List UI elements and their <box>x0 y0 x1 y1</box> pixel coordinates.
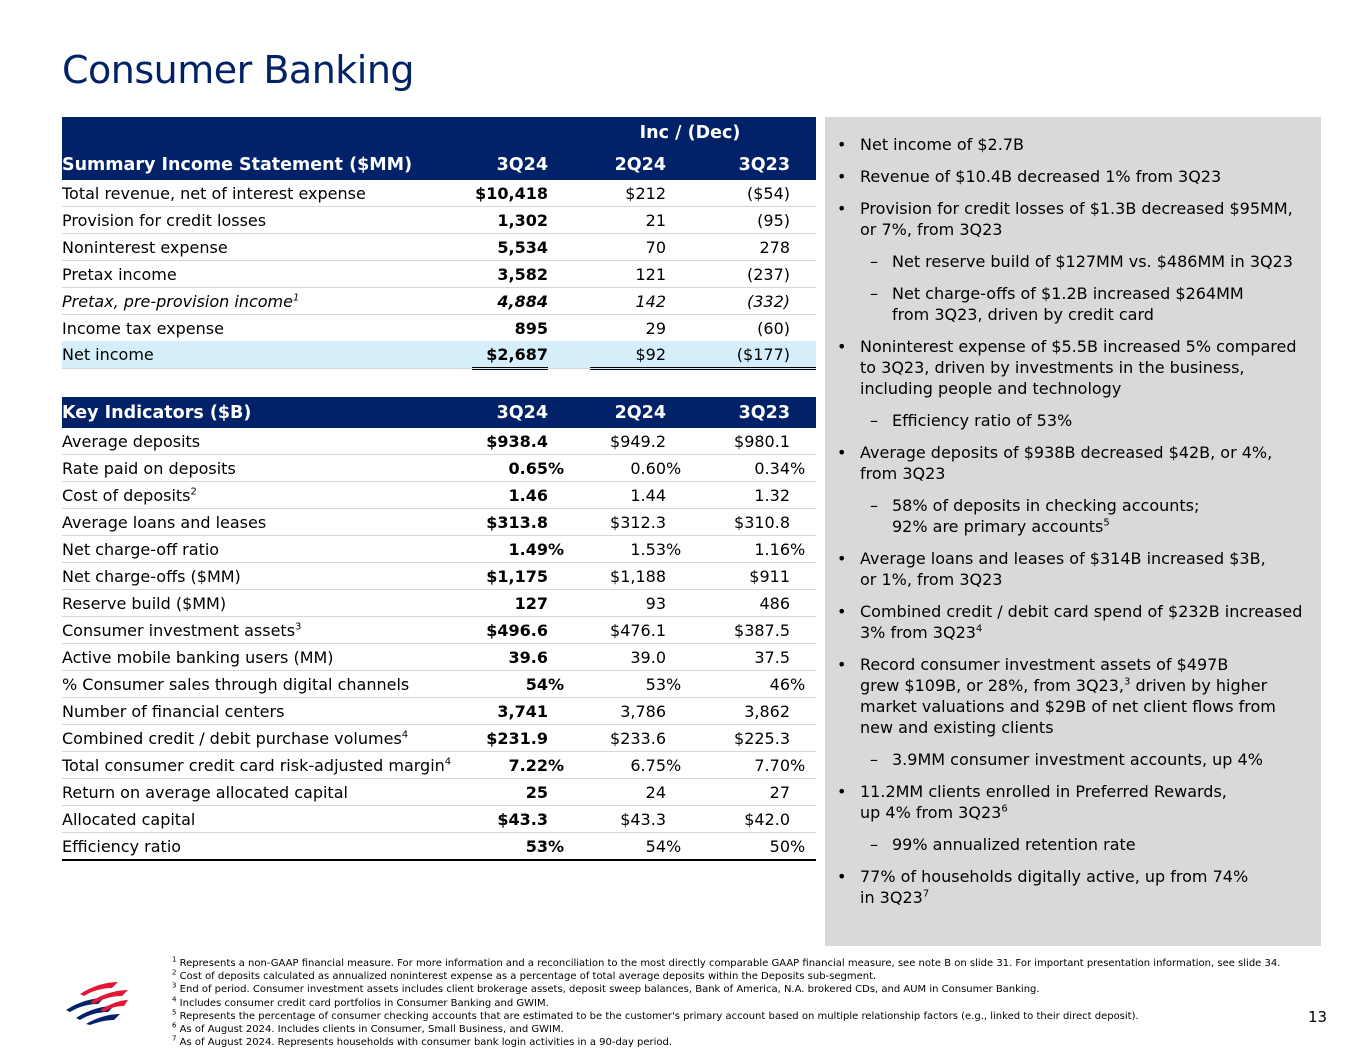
footnote-number: 5 <box>172 1008 177 1017</box>
value-3q24: 1,302 <box>472 207 548 234</box>
value-2q24: 24 <box>590 779 666 806</box>
bullet-marker: • <box>837 135 847 154</box>
percent-sign-3q24 <box>548 779 590 806</box>
percent-sign-2q24 <box>666 590 708 617</box>
row-label-text: Net income <box>62 345 154 364</box>
value-3q23: 50 <box>708 833 790 861</box>
footnote-text: Represents a non-GAAP financial measure. For more information and a reconciliation to the most directly comparable GAAP financial measure, see note B on slide 31. For important presentation information, see slide 34. <box>179 958 1281 969</box>
footnotes <box>172 957 1280 1049</box>
footnote-text: Represents the percentage of consumer checking accounts that are estimated to be the customer's primary account based on multiple relationship factors (e.g., linked to their direct deposit). <box>179 1010 1139 1022</box>
percent-sign-3q23 <box>790 482 816 509</box>
row-label <box>62 261 472 288</box>
row-label-text: Noninterest expense <box>62 237 228 257</box>
value-2q24: 3,786 <box>590 698 666 725</box>
percent-sign-2q24: % <box>666 833 708 861</box>
bullet-line: Efficiency ratio of 53% <box>892 411 1073 430</box>
value-2q24: 21 <box>590 207 666 234</box>
bullet-line: in 3Q23 <box>860 888 923 907</box>
row-label <box>62 806 472 833</box>
value-3q24: 4,884 <box>472 288 548 315</box>
bullet-line: Revenue of $10.4B decreased 1% from 3Q23 <box>860 167 1222 186</box>
bullet-line: 58% of deposits in checking accounts; <box>892 496 1200 515</box>
percent-sign-3q24: % <box>548 671 590 698</box>
percent-sign-2q24 <box>666 428 708 455</box>
value-3q24: 895 <box>514 318 548 338</box>
percent-sign-3q24 <box>548 806 590 833</box>
row-label-text: Pretax income <box>62 264 177 284</box>
value-3q24: 1.46 <box>472 482 548 509</box>
footnote-text: End of period. Consumer investment assets includes client brokerage assets, deposit sweep balances, Bank of America, N.A. brokered CDs, and AUM in Consumer Banking. <box>179 984 1040 996</box>
table-row <box>62 288 816 315</box>
value-2q24: $233.6 <box>590 725 666 752</box>
percent-sign-3q24: % <box>548 833 590 861</box>
table-row <box>62 428 816 455</box>
footnote-ref: 3 <box>295 621 302 633</box>
bullet-marker: – <box>870 835 878 854</box>
value-2q24: 53 <box>590 671 666 698</box>
value-3q24: 0.65 <box>472 455 548 482</box>
value-3q23: 3,862 <box>708 698 790 725</box>
value-2q24: $92 <box>590 341 666 369</box>
footnote-number: 7 <box>172 1034 177 1043</box>
bullet-item <box>825 336 1321 399</box>
table-row <box>62 644 816 671</box>
inc-dec-header: Inc / (Dec) <box>590 117 790 149</box>
bullet-item <box>825 410 1321 431</box>
bullet-line: 92% are primary accounts <box>892 517 1104 536</box>
value-3q24: $10,418 <box>472 180 548 207</box>
row-label-text: Average deposits <box>62 431 201 451</box>
percent-sign-3q23 <box>790 779 816 806</box>
bullet-marker: – <box>870 284 878 303</box>
row-label <box>62 536 472 563</box>
bullet-marker: – <box>870 252 878 271</box>
percent-sign-3q24: % <box>548 752 590 779</box>
bullet-item <box>825 781 1321 823</box>
income-header-label: Summary Income Statement ($MM) <box>62 149 472 180</box>
bullet-item <box>825 442 1321 484</box>
percent-sign-2q24: % <box>666 752 708 779</box>
value-3q24: $496.6 <box>472 617 548 644</box>
bullet-line: 77% of households digitally active, up from 74% <box>860 867 1249 886</box>
percent-sign-3q24 <box>548 509 590 536</box>
bullet-line: Average deposits of $938B decreased $42B, or 4%, <box>860 443 1273 462</box>
bullet-line: from 3Q23 <box>860 464 946 483</box>
indicators-header-row <box>62 397 816 428</box>
row-label-text: Rate paid on deposits <box>62 458 236 478</box>
value-3q24: $231.9 <box>472 725 548 752</box>
bullet-line: Record consumer investment assets of $497B <box>860 655 1229 674</box>
footnote-ref: 7 <box>922 888 930 900</box>
table-row <box>62 725 816 752</box>
row-label-text: Total revenue, net of interest expense <box>62 183 366 203</box>
percent-sign-3q24 <box>548 617 590 644</box>
value-3q24: $43.3 <box>472 806 548 833</box>
value-3q23: 0.34 <box>708 455 790 482</box>
value-3q24: 5,534 <box>472 234 548 261</box>
value-3q23: 278 <box>708 234 790 261</box>
footnote-ref: 6 <box>1001 803 1008 815</box>
table-row <box>62 234 816 261</box>
income-col-2q24: 2Q24 <box>590 149 666 180</box>
percent-sign-3q24: % <box>548 455 590 482</box>
table-row <box>62 509 816 536</box>
bullet-line: market valuations and $29B of net client flows from <box>860 697 1276 716</box>
row-label <box>62 341 472 369</box>
percent-sign-2q24 <box>666 617 708 644</box>
row-label-text: Active mobile banking users (MM) <box>62 647 334 667</box>
table-row <box>62 180 816 207</box>
percent-sign-2q24: % <box>666 671 708 698</box>
footnote-text: As of August 2024. Represents households with consumer bank login activities in a 90-day period. <box>179 1037 673 1049</box>
value-3q23: 27 <box>708 779 790 806</box>
table-row <box>62 752 816 779</box>
row-label <box>62 207 472 234</box>
bullet-marker: • <box>837 549 847 568</box>
row-label <box>62 779 472 806</box>
percent-sign-3q23: % <box>790 455 816 482</box>
percent-sign-2q24 <box>666 698 708 725</box>
percent-sign-2q24 <box>666 563 708 590</box>
value-2q24: 121 <box>590 261 666 288</box>
value-3q24: 7.22 <box>472 752 548 779</box>
value-2q24: 0.60 <box>590 455 666 482</box>
bullet-list <box>825 117 1321 908</box>
value-2q24: 142 <box>590 288 666 315</box>
value-2q24: $949.2 <box>590 428 666 455</box>
row-label-text: % Consumer sales through digital channels <box>62 674 410 694</box>
value-3q23: 1.16 <box>708 536 790 563</box>
value-3q24: 127 <box>472 590 548 617</box>
bullet-line: including people and technology <box>860 379 1122 398</box>
bank-flag-logo <box>64 976 130 1026</box>
row-label-text: Number of financial centers <box>62 701 285 721</box>
value-3q24: 3,582 <box>472 261 548 288</box>
table-row <box>62 563 816 590</box>
table-row <box>62 315 816 342</box>
percent-sign-3q23 <box>790 590 816 617</box>
table-row <box>62 833 816 861</box>
bullet-marker: • <box>837 337 847 356</box>
income-col-3q24: 3Q24 <box>472 149 548 180</box>
footnote-ref: 5 <box>1103 517 1110 529</box>
percent-sign-3q23: % <box>790 752 816 779</box>
value-3q24: 39.6 <box>472 644 548 671</box>
footnote-number: 1 <box>172 955 177 964</box>
percent-sign-2q24 <box>666 779 708 806</box>
bullet-item <box>825 654 1321 738</box>
bullet-marker: – <box>870 411 878 430</box>
table-row <box>62 590 816 617</box>
bullet-line: Net charge-offs of $1.2B increased $264MM <box>892 284 1244 303</box>
bullet-marker: • <box>837 782 847 801</box>
bullet-line: 99% annualized retention rate <box>892 835 1136 854</box>
row-label-text: Average loans and leases <box>62 512 267 532</box>
percent-sign-2q24: % <box>666 536 708 563</box>
bullet-item <box>825 495 1321 537</box>
table-row <box>62 261 816 288</box>
bullet-line: from 3Q23, driven by credit card <box>892 305 1154 324</box>
row-label <box>62 315 472 342</box>
row-label <box>62 563 472 590</box>
percent-sign-3q24 <box>548 428 590 455</box>
row-label <box>62 752 472 779</box>
bullet-line: Net income of $2.7B <box>860 135 1024 154</box>
table-row <box>62 671 816 698</box>
footnote-ref: 3 <box>1124 676 1131 688</box>
table-row <box>62 806 816 833</box>
row-label-text: Allocated capital <box>62 809 196 829</box>
footnote-ref: 2 <box>190 486 197 498</box>
value-2q24: $312.3 <box>590 509 666 536</box>
bullet-line: grew $109B, or 28%, from 3Q23, <box>860 676 1124 695</box>
table-row <box>62 698 816 725</box>
value-3q24: $1,175 <box>472 563 548 590</box>
value-3q24: 3,741 <box>472 698 548 725</box>
value-2q24: $1,188 <box>590 563 666 590</box>
value-3q23: $911 <box>708 563 790 590</box>
percent-sign-3q24 <box>548 482 590 509</box>
bullet-line: Average loans and leases of $314B increased $3B, <box>860 549 1266 568</box>
table-row <box>62 536 816 563</box>
percent-sign-3q23 <box>790 725 816 752</box>
footnote-ref: 4 <box>444 756 452 768</box>
income-header-row <box>62 149 816 180</box>
bullet-item <box>825 548 1321 590</box>
bullet-marker: – <box>870 750 878 769</box>
value-3q23: (60) <box>757 318 790 338</box>
percent-sign-3q23: % <box>790 536 816 563</box>
commentary-panel <box>825 117 1321 946</box>
table-row <box>62 455 816 482</box>
bullet-line: to 3Q23, driven by investments in the business, <box>860 358 1245 377</box>
row-label <box>62 833 472 861</box>
bullet-marker: • <box>837 602 847 621</box>
income-statement-table <box>62 117 816 370</box>
percent-sign-3q23 <box>790 806 816 833</box>
value-2q24: 6.75 <box>590 752 666 779</box>
percent-sign-2q24 <box>666 644 708 671</box>
row-label-text: Provision for credit losses <box>62 210 267 230</box>
value-2q24: 39.0 <box>590 644 666 671</box>
footnote <box>172 1036 1280 1049</box>
row-label <box>62 671 472 698</box>
value-2q24: 54 <box>590 833 666 861</box>
bullet-line: or 1%, from 3Q23 <box>860 570 1003 589</box>
percent-sign-3q24 <box>548 590 590 617</box>
footnote <box>172 983 1280 996</box>
footnote <box>172 957 1280 970</box>
percent-sign-2q24 <box>666 509 708 536</box>
value-3q23: ($54) <box>708 180 790 207</box>
row-label <box>62 509 472 536</box>
value-3q23: 37.5 <box>708 644 790 671</box>
footnote-number: 4 <box>172 995 177 1004</box>
footnote-number: 3 <box>172 982 177 991</box>
bullet-line: Combined credit / debit card spend of $232B increased <box>860 602 1303 621</box>
percent-sign-2q24 <box>666 806 708 833</box>
percent-sign-3q23 <box>790 509 816 536</box>
percent-sign-3q23: % <box>790 671 816 698</box>
value-3q23: ($177) <box>708 341 790 369</box>
footnote-ref: 1 <box>292 292 300 304</box>
percent-sign-3q23 <box>790 644 816 671</box>
footnote-text: Includes consumer credit card portfolios in Consumer Banking and GWIM. <box>179 997 549 1009</box>
footnote <box>172 1023 1280 1036</box>
income-group-header-row <box>62 117 816 149</box>
value-3q24: $938.4 <box>472 428 548 455</box>
percent-sign-3q24 <box>548 563 590 590</box>
percent-sign-3q24: % <box>548 536 590 563</box>
table-row <box>62 482 816 509</box>
row-label-text: Consumer investment assets <box>62 620 296 640</box>
row-label-text: Return on average allocated capital <box>62 782 348 802</box>
value-3q23: 7.70 <box>708 752 790 779</box>
bullet-item <box>825 866 1321 908</box>
value-3q24: 25 <box>472 779 548 806</box>
value-3q24: $313.8 <box>472 509 548 536</box>
value-3q23: $387.5 <box>708 617 790 644</box>
income-col-3q23: 3Q23 <box>708 149 790 180</box>
bullet-item <box>825 601 1321 643</box>
percent-sign-3q24 <box>548 644 590 671</box>
row-label <box>62 617 472 644</box>
value-3q23: $310.8 <box>708 509 790 536</box>
value-3q23: $225.3 <box>708 725 790 752</box>
row-label <box>62 234 472 261</box>
bullet-line-tail: driven by higher <box>1130 676 1268 695</box>
page-number: 13 <box>1308 1008 1328 1026</box>
percent-sign-3q23 <box>790 428 816 455</box>
row-label-text: Cost of deposits <box>62 485 191 505</box>
footnote <box>172 997 1280 1010</box>
value-2q24: $476.1 <box>590 617 666 644</box>
row-label-text: Net charge-offs ($MM) <box>62 566 241 586</box>
percent-sign-3q24 <box>548 725 590 752</box>
row-label <box>62 590 472 617</box>
bullet-marker: • <box>837 867 847 886</box>
page-title: Consumer Banking <box>62 48 415 92</box>
bullet-line: 11.2MM clients enrolled in Preferred Rewards, <box>860 782 1227 801</box>
indicators-col-2q24: 2Q24 <box>590 397 666 428</box>
row-label-text: Reserve build ($MM) <box>62 593 227 613</box>
bullet-item <box>825 251 1321 272</box>
key-indicators-table <box>62 397 816 861</box>
percent-sign-3q23: % <box>790 833 816 861</box>
percent-sign-2q24: % <box>666 455 708 482</box>
bullet-item <box>825 834 1321 855</box>
value-2q24: 29 <box>645 318 666 338</box>
bullet-line: Provision for credit losses of $1.3B decreased $95MM, <box>860 199 1293 218</box>
bullet-item <box>825 166 1321 187</box>
footnote-ref: 4 <box>975 623 983 635</box>
bullet-marker: • <box>837 443 847 462</box>
bullet-marker: • <box>837 199 847 218</box>
value-3q23: $42.0 <box>708 806 790 833</box>
value-3q23: (237) <box>708 261 790 288</box>
bullet-line: new and existing clients <box>860 718 1054 737</box>
value-3q23: $980.1 <box>708 428 790 455</box>
row-label-text: Pretax, pre-provision income <box>62 291 293 311</box>
footnote <box>172 1010 1280 1023</box>
footnote-ref: 4 <box>401 729 409 741</box>
row-label-text: Combined credit / debit purchase volumes <box>62 728 402 748</box>
percent-sign-3q23 <box>790 617 816 644</box>
footnote-number: 2 <box>172 968 177 977</box>
value-3q23: 486 <box>708 590 790 617</box>
value-3q24: 53 <box>472 833 548 861</box>
value-3q23: 46 <box>708 671 790 698</box>
bullet-marker: – <box>870 496 878 515</box>
value-3q24: 1.49 <box>472 536 548 563</box>
row-label <box>62 725 472 752</box>
table-row <box>62 341 816 369</box>
value-2q24: 1.53 <box>590 536 666 563</box>
row-label <box>62 455 472 482</box>
footnote-text: As of August 2024. Includes clients in Consumer, Small Business, and GWIM. <box>179 1024 564 1036</box>
bullet-item <box>825 283 1321 325</box>
row-label <box>62 288 472 315</box>
row-label-text: Net charge-off ratio <box>62 539 220 559</box>
row-label-text: Income tax expense <box>62 318 224 338</box>
indicators-col-3q23: 3Q23 <box>708 397 790 428</box>
bullet-line: up 4% from 3Q23 <box>860 803 1002 822</box>
footnote-text: Cost of deposits calculated as annualized noninterest expense as a percentage of total average deposits within the Deposits sub-segment. <box>179 971 877 983</box>
table-row <box>62 207 816 234</box>
row-label <box>62 482 472 509</box>
bullet-marker: • <box>837 655 847 674</box>
footnote <box>172 970 1280 983</box>
bullet-item <box>825 134 1321 155</box>
value-3q23: (332) <box>708 288 790 315</box>
table-row <box>62 779 816 806</box>
value-2q24: 93 <box>590 590 666 617</box>
bullet-line: Noninterest expense of $5.5B increased 5% compared <box>860 337 1297 356</box>
bullet-line: 3% from 3Q23 <box>860 623 976 642</box>
bullet-line: Net reserve build of $127MM vs. $486MM in 3Q23 <box>892 252 1293 271</box>
value-2q24: 1.44 <box>590 482 666 509</box>
bullet-item <box>825 198 1321 240</box>
percent-sign-2q24 <box>666 482 708 509</box>
indicators-header-label: Key Indicators ($B) <box>62 397 472 428</box>
value-2q24: $212 <box>590 180 666 207</box>
indicators-col-3q24: 3Q24 <box>472 397 548 428</box>
percent-sign-3q23 <box>790 698 816 725</box>
value-3q24: $2,687 <box>472 341 548 369</box>
bullet-marker: • <box>837 167 847 186</box>
row-label <box>62 180 472 207</box>
footnote-number: 6 <box>172 1021 177 1030</box>
row-label-text: Efficiency ratio <box>62 836 182 856</box>
percent-sign-2q24 <box>666 725 708 752</box>
value-2q24: 70 <box>590 234 666 261</box>
percent-sign-3q24 <box>548 698 590 725</box>
bullet-line: or 7%, from 3Q23 <box>860 220 1003 239</box>
row-label <box>62 698 472 725</box>
bullet-line: 3.9MM consumer investment accounts, up 4% <box>892 750 1263 769</box>
value-3q23: (95) <box>708 207 790 234</box>
table-row <box>62 617 816 644</box>
value-3q24: 54 <box>472 671 548 698</box>
row-label <box>62 428 472 455</box>
percent-sign-3q23 <box>790 563 816 590</box>
value-2q24: $43.3 <box>590 806 666 833</box>
bullet-item <box>825 749 1321 770</box>
row-label <box>62 644 472 671</box>
row-label-text: Total consumer credit card risk-adjusted margin <box>62 755 445 775</box>
value-3q23: 1.32 <box>708 482 790 509</box>
